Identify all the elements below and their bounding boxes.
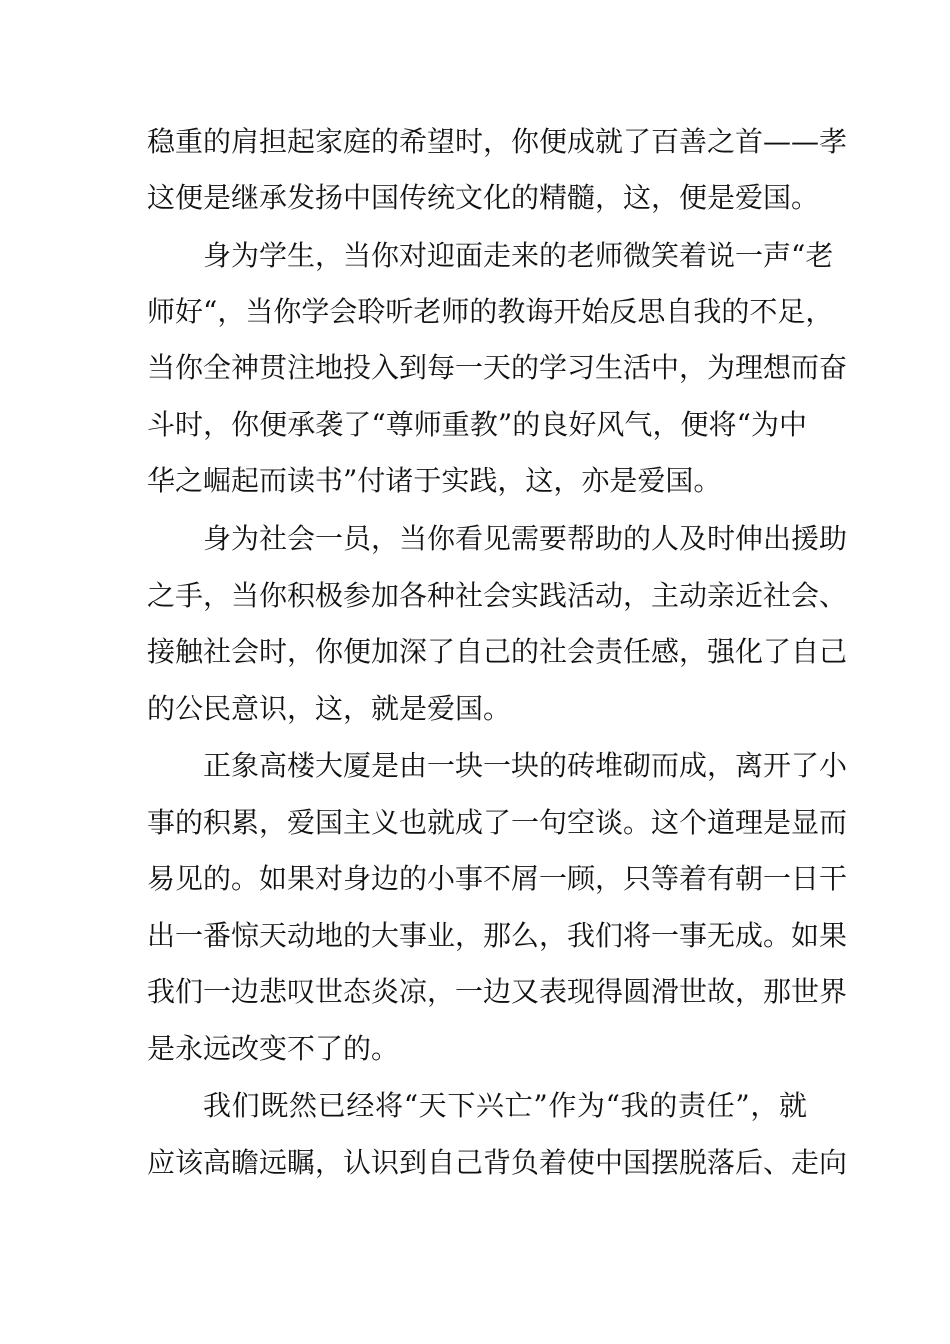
text-line: 我们一边悲叹世态炎凉，一边又表现得圆滑世故，那世界 — [147, 975, 848, 1008]
paragraph-first-line: 正象高楼大厦是由一块一块的砖堆砌而成，离开了小 — [203, 749, 848, 782]
text-line: 应该高瞻远瞩，认识到自己背负着使中国摆脱落后、走向 — [147, 1146, 848, 1179]
text-line: 接触社会时，你便加深了自己的社会责任感，强化了自己 — [147, 635, 848, 668]
text-line: 的公民意识，这，就是爱国。 — [147, 692, 512, 725]
text-line: 当你全神贯注地投入到每一天的学习生活中，为理想而奋 — [147, 351, 848, 384]
paragraph-first-line: 身为社会一员，当你看见需要帮助的人及时伸出援助 — [203, 522, 848, 555]
paragraph-first-line: 我们既然已经将“天下兴亡”作为“我的责任”，就 — [203, 1089, 807, 1122]
text-line: 稳重的肩担起家庭的希望时，你便成就了百善之首——孝 — [147, 125, 848, 158]
text-line: 这便是继承发扬中国传统文化的精髓，这，便是爱国。 — [147, 181, 820, 214]
text-line: 师好“，当你学会聆听老师的教诲开始反思自我的不足， — [147, 295, 834, 328]
text-line: 事的积累，爱国主义也就成了一句空谈。这个道理是显而 — [147, 806, 848, 839]
text-line: 斗时，你便承袭了“尊师重教”的良好风气，便将“为中 — [147, 408, 807, 441]
text-line: 易见的。如果对身边的小事不屑一顾，只等着有朝一日干 — [147, 862, 848, 895]
text-line: 是永远改变不了的。 — [147, 1032, 400, 1065]
text-line: 华之崛起而读书”付诸于实践，这，亦是爱国。 — [147, 464, 722, 497]
text-line: 出一番惊天动地的大事业，那么，我们将一事无成。如果 — [147, 919, 848, 952]
text-line: 之手，当你积极参加各种社会实践活动，主动亲近社会、 — [147, 579, 848, 612]
paragraph-first-line: 身为学生，当你对迎面走来的老师微笑着说一声“老 — [203, 239, 834, 272]
